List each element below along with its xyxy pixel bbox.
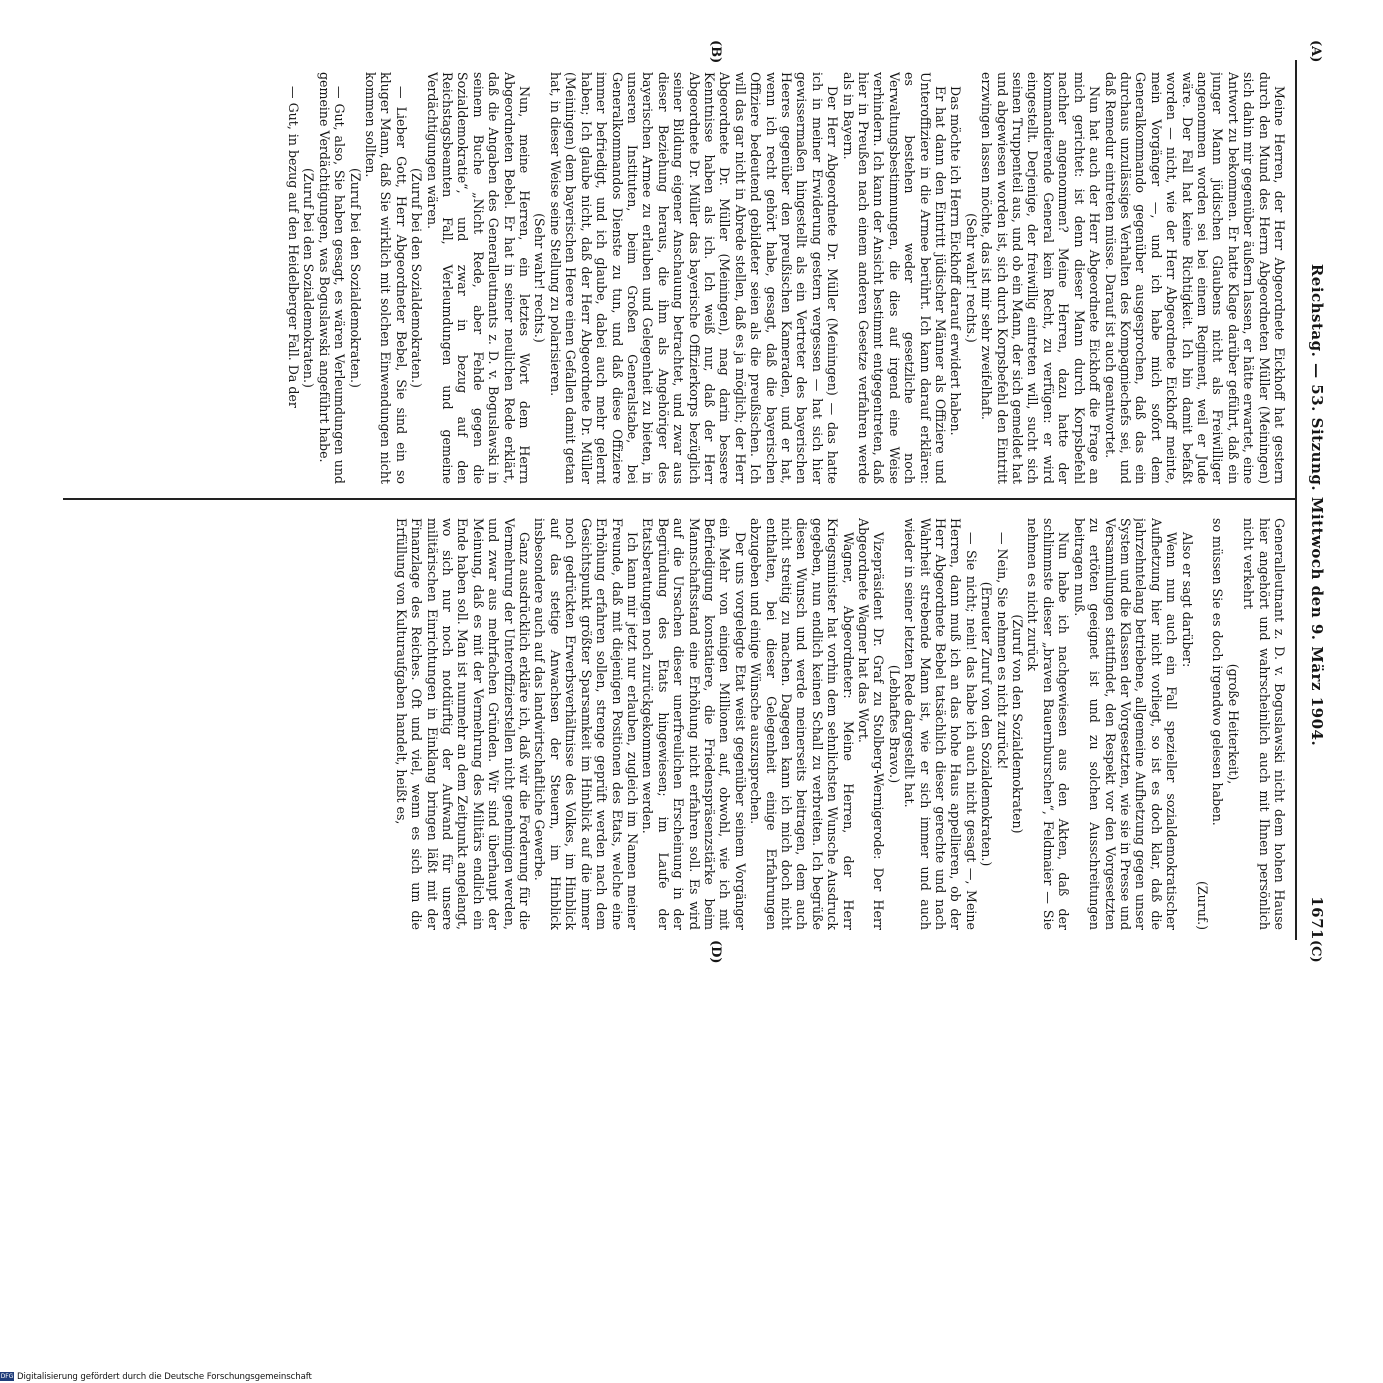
paragraph: Nun habe ich nachgewiesen aus den Akten, daß der schlimmste dieser „braven Bauernburschen“, Feldmaier — Sie nehmen es nicht zurück: [1025, 518, 1072, 930]
paragraph: Das möchte ich Herrn Eickhoff darauf erwidert haben.: [948, 86, 964, 436]
left-column: [72, 72, 1287, 484]
header-title: Reichstag. — 53. Sitzung. Mittwoch den 9. März 1904.: [1308, 263, 1326, 747]
paragraph: Ich kann mir jetzt nur erlauben, zugleich im Namen meiner Freunde, daß mit diejenigen Positionen des Etats, welche eine Erhöhung erfahren sollen, strenge geprüft werden nach dem Gesichtspunkt größter Sparsamkeit im Hinblick auf die immer noch gedrückten Erwerbsverhältnisse des Volkes, im Hinblick auf das stetige Anwachsen der Steuern, im Hinblick insbesondere auch auf das landwirtschaftliche Gewerbe.: [532, 518, 640, 930]
column-divider: [63, 498, 1295, 500]
paragraph: (Zuruf bei den Sozialdemokraten.): [409, 168, 425, 388]
paragraph: (große Heiterkeit),: [1225, 663, 1241, 785]
paragraph: — Nein, Sie nehmen es nicht zurück!: [994, 532, 1010, 770]
margin-marker-c: (C): [1308, 940, 1323, 963]
right-column: [72, 518, 1287, 930]
margin-marker-b: (B): [708, 40, 723, 64]
dfg-logo: DFG: [0, 1373, 14, 1380]
running-header: [1298, 70, 1328, 940]
paragraph: (Lebhaftes Bravo.): [886, 664, 902, 784]
paragraph: (Erneuter Zuruf von den Sozialdemokraten.): [979, 581, 995, 867]
paragraph: — Lieber Gott, Herr Abgeordneter Bebel, Sie sind ein so kluger Mann, daß Sie wirklich mit solchen Einwendungen nicht kommen sollten.: [363, 72, 409, 484]
paragraph: (Sehr wahr! rechts.): [532, 213, 548, 343]
margin-marker-d: (D): [708, 940, 723, 964]
paragraph: Meine Herren, der Herr Abgeordnete Eickhoff hat gestern durch den Mund des Herrn Abgeordneten Müller (Meiningen) sich dahin mir gegenüber äußern lassen, er hätte erwartet, eine Antwort zu bekommen. Er hatte Klage darüber geführt, daß ein junger Mann jüdischen Glaubens nicht als Freiwilliger angenommen worden sei bei einem Regiment, weil er Jude wäre. Der Fall hat keine Richtigkeit. Ich bin damit befaßt worden — nicht, wie der Herr Abgeordnete Eickhoff meinte, mein Vorgänger —, und ich habe mich sofort dem Generalkommando gegenüber ausgesprochen, daß das ein durchaus unzulässiges Verhalten des Kompagniechefs sei, und daß Remedur eintreten müsse. Darauf ist auch geantwortet.: [1102, 72, 1287, 484]
paragraph: (Zuruf bei den Sozialdemokraten.): [347, 168, 363, 388]
paragraph: Generalleutnant z. D. v. Boguslawski nicht dem hohen Hause hier angehört und wahrscheinlich auch mit Ihnen persönlich nicht verkehrt: [1241, 518, 1287, 930]
paragraph: Der Herr Abgeordnete Dr. Müller (Meiningen) — das hatte ich in meiner Erwiderung gestern vergessen — hat sich hier gewissermaßen hingestellt als ein Vertreter des bayerischen Heeres gegenüber den preußischen Kameraden, und er hat, wenn ich recht gehört habe, gesagt, daß die bayerischen Offiziere bedeutend gebildeter seien als die preußischen. Ich will das gar nicht in Abrede stellen, daß es ja möglich; der Herr Abgeordnete Dr. Müller (Meiningen), mag darin bessere Kenntnisse haben als ich. Ich weiß nur, daß der Herr Abgeordnete Dr. Müller das bayerische Offizierkorps bezüglich seiner Bildung eigener Anschauung betrachtet, und zwar aus dieser Beziehung heraus, die ihm als Angehöriger des bayerischen Armee zu erlauben und Gelegenheit zu bieten, in unseren Instituten, beim Großen Generalstabe, bei Generalkommandos Dienste zu tun, und daß diese Offiziere immer befriedigt, und ich glaube, dabei auch mehr gelernt haben; Ich glaube nicht, daß der Herr Abgeordnete Dr. Müller (Meiningen) dem bayerischen Heere einen Gefallen damit getan hat, in dieser Weise seine Stellung zu polarisieren.: [547, 72, 841, 484]
paragraph: — Gut, in bezug auf den Heidelberger Fall. Da der: [286, 86, 301, 408]
paragraph: (Zuruf von den Sozialdemokraten): [1010, 614, 1026, 834]
paragraph: Nun hat auch der Herr Abgeordnete Eickhoff die Frage an mich gerichtet: ist denn dieser Mann durch Korpsbefehl nachher angenommen? Meine Herren, dazu hatte der kommandierende General kein Recht, zu verfügen: er wird eingestellt. Derjenige, der freiwillig eintreten will, sucht sich seinen Truppenteil aus, und ob ein Mann, der sich gemeldet hat und abgewiesen worden ist, sich durch Korpsbefehl den Eintritt erzwingen lassen möchte, das ist mir sehr zweifelhaft.: [979, 72, 1103, 484]
paragraph: Der uns vorgelegte Etat weist gegenüber seinem Vorgänger ein Mehr von einigen Millionen auf, obwohl, wie ich mit Befriedigung konstatiere, die Friedenspräsenzstärke beim Mannschaftsstand eine Erhöhung nicht erfahren soll. Es wird auf die Ursachen dieser unerfreulichen Erscheinung in der Begründung des Etats hingewiesen; im Laufe der Etatsberatungen noch zurückgekommen werden.: [640, 518, 748, 930]
margin-marker-a: (A): [1308, 40, 1323, 63]
paragraph: Ganz ausdrücklich erkläre ich, daß wir die Forderung für die Vermehrung der Unteroffizierstellen nicht genehmigen werden, und zwar aus mehrfachen Gründen. Wir sind überhaupt der Meinung, daß es mit der Vermehrung des Militärs endlich ein Ende haben soll. Man ist nunmehr an dem Zeitpunkt angelangt, wo sich nur noch notdürftig der Aufwand für unsere militärischen Einrichtungen in Einklang bringen läßt mit der Finanzlage des Reiches. Oft und viel, wenn es sich um die Erfüllung von Kulturaufgaben handelt, heißt es,: [393, 518, 533, 930]
paragraph: Nun, meine Herren, ein letztes Wort dem Herrn Abgeordneten Bebel. Er hat in seiner neulichen Rede erklärt, daß die Angaben des Generalleutnants z. D. v. Boguslawski in seinem Buche „Nicht Rede, aber Fehde gegen die Sozialdemokratie“, und zwar in bezug auf den Reichstagsbeamten Fall, Verleumdungen und gemeine Verdächtigungen wären.: [424, 72, 533, 484]
footer-credit: [0, 1372, 1000, 1383]
paragraph: — Sie nicht; nein! das habe ich auch nicht gesagt —, Meine Herren, dann muß ich an das hohe Haus appellieren, ob der Herr Abgeordnete Bebel tatsächlich dieser gerechte und nach Wahrheit strebende Mann ist, wie er sich immer und auch wieder in seiner letzten Rede dargestellt hat.: [902, 518, 979, 930]
header-rule: [1295, 60, 1297, 940]
paragraph: (Sehr wahr! rechts.): [963, 213, 979, 343]
paragraph: Wagner, Abgeordneter: Meine Herren, der Herr Kriegsminister hat vorhin dem sehnlichsten Wunsche Ausdruck gegeben, nun endlich keinen Schall zu verbreiten. Ich begrüße diesen Wunsch und werde meinerseits beitragen, dem auch nicht streitig zu machen. Dagegen kann ich mich doch nicht enthalten, bei dieser Gelegenheit einige Erfahrungen abzugeben und einige Wünsche auszusprechen.: [748, 518, 856, 930]
footer-credit-text: Digitalisierung gefördert durch die Deutsche Forschungsgemeinschaft: [17, 1372, 312, 1382]
paragraph: — Gut, also, Sie haben gesagt, es wären Verleumdungen und gemeine Verdächtigungen, was Boguslawski angeführt habe.: [316, 72, 348, 484]
paragraph: (Zuruf bei den Sozialdemokraten.): [301, 168, 317, 388]
paragraph: Also er sagt darüber:: [1179, 532, 1195, 668]
paragraph: (Zuruf.): [1194, 880, 1210, 930]
paragraph: so müssen Sie es doch irgendwo gelesen haben.: [1210, 518, 1226, 826]
paragraph: Er hat dann den Eintritt jüdischer Männer als Offiziere und Unteroffiziere in die Armee berührt. Ich kann darauf erklären: es bestehen weder gesetzliche noch Verwaltungsbestimmungen, die dies auf irgend eine Weise verhindern. Ich kann der Ansicht bestimmt entgegentreten, daß hier in Preußen nach einem anderen Gesetze verfahren werde als in Bayern.: [840, 72, 949, 484]
paragraph: Vizepräsident Dr. Graf zu Stolberg-Wernigerode: Der Herr Abgeordnete Wagner hat das Wort.: [856, 518, 887, 930]
page-number: 1671: [1308, 896, 1326, 940]
paragraph: Wenn nun auch ein Fall spezieller sozialdemokratischer Aufhetzung hier nicht vorliegt, so ist es doch klar, daß die jahrzehntelang betriebene, allgemeine Aufhetzung gegen unser System und die Klassen der Vorgesetzten, wie sie in Presse und Versammlungen stattfindet, den Respekt vor den Vorgesetzten zu ertöten geeignet ist und zu solchen Ausschreitungen beitragen muß.: [1071, 518, 1180, 930]
